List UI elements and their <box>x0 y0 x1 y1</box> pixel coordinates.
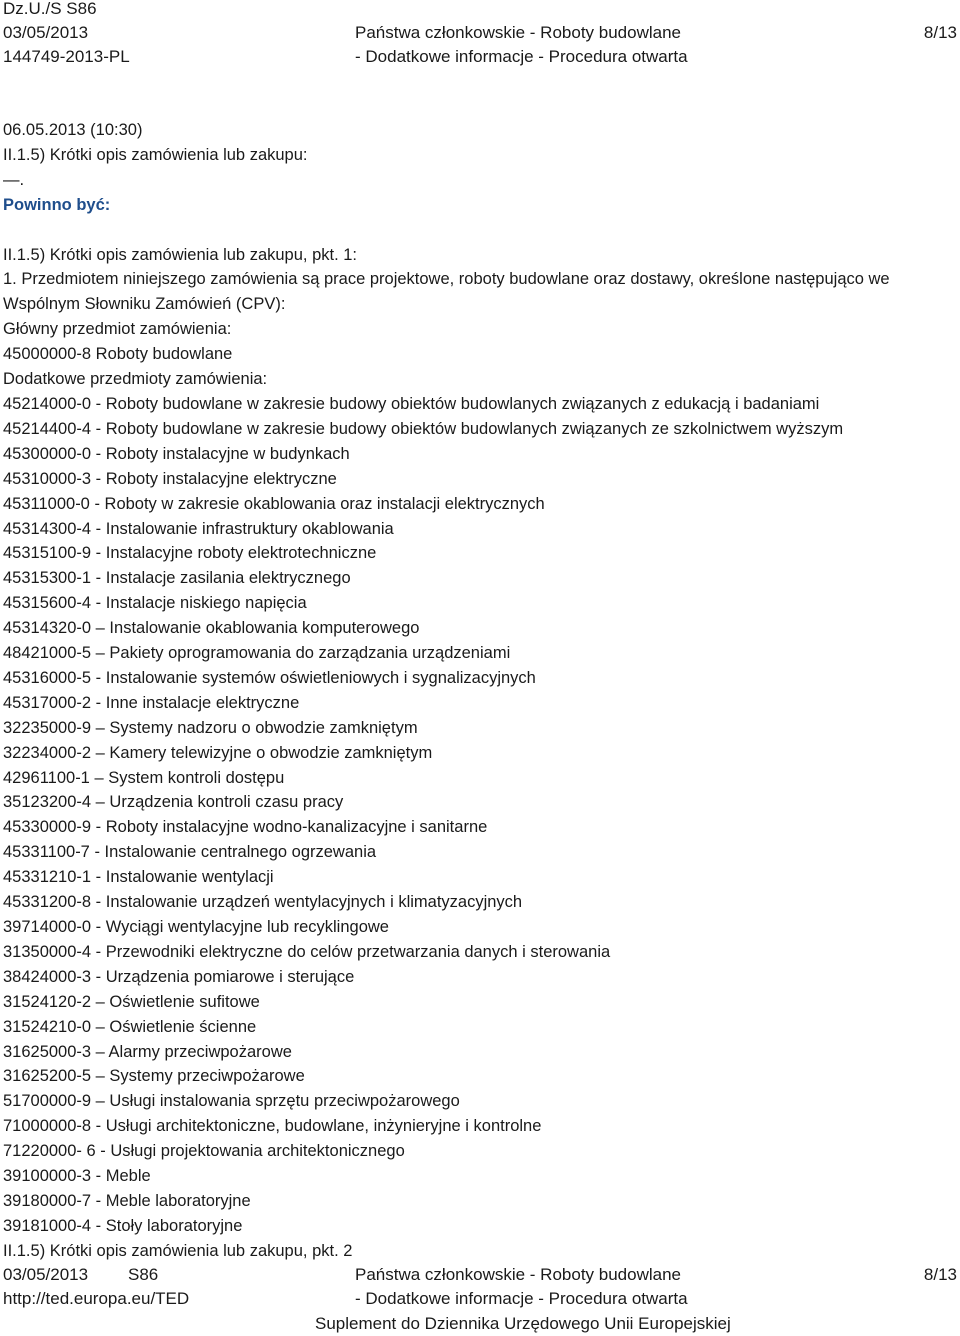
cpv-item: 45314320-0 – Instalowanie okablowania komputerowego <box>3 619 420 638</box>
footer-page-number: 8/13 <box>923 1265 957 1284</box>
cpv-item: 71000000-8 - Usługi architektoniczne, budowlane, inżynieryjne i kontrolne <box>3 1117 542 1136</box>
cpv-item: 45314300-4 - Instalowanie infrastruktury okablowania <box>3 519 394 538</box>
original-value: —. <box>3 170 25 189</box>
cpv-item: 39714000-0 - Wyciągi wentylacyjne lub recyklingowe <box>3 918 389 936</box>
header-page-number: 8/13 <box>923 23 957 42</box>
journal-supplement: Suplement do Dziennika Urzędowego Unii Europejskiej <box>315 1314 731 1333</box>
should-be-label: Powinno być: <box>3 195 111 214</box>
cpv-item: 45315600-4 - Instalacje niskiego napięcia <box>3 594 307 613</box>
main-cpv-code: 45000000-8 Roboty budowlane <box>3 345 233 364</box>
header-procedure: - Dodatkowe informacje - Procedura otwarta <box>355 47 688 66</box>
cpv-item: 35123200-4 – Urządzenia kontroli czasu pracy <box>3 793 344 812</box>
ted-link[interactable]: http://ted.europa.eu/TED <box>3 1289 190 1308</box>
cpv-item: 31524210-0 – Oświetlenie ścienne <box>3 1017 257 1036</box>
section-heading: II.1.5) Krótki opis zamówienia lub zakupu: <box>3 145 308 164</box>
cpv-item: 45315300-1 - Instalacje zasilania elektrycznego <box>3 569 351 588</box>
cpv-item: 42961100-1 – System kontroli dostępu <box>3 768 285 787</box>
header-date: 03/05/2013 <box>3 23 89 42</box>
cpv-list <box>3 392 958 1239</box>
main-subject-label: Główny przedmiot zamówienia: <box>3 320 232 339</box>
cpv-item: 45315100-9 - Instalacyjne roboty elektrotechniczne <box>3 544 377 563</box>
page-footer <box>0 1262 960 1334</box>
cpv-item: 45317000-2 - Inne instalacje elektryczne <box>3 693 300 712</box>
footer-procedure: - Dodatkowe informacje - Procedura otwarta <box>355 1289 688 1308</box>
cpv-item: 45331200-8 - Instalowanie urządzeń wentylacyjnych i klimatyzacyjnych <box>3 893 523 912</box>
cpv-item: 45331210-1 - Instalowanie wentylacji <box>3 868 274 887</box>
header-category: Państwa członkowskie - Roboty budowlane <box>355 23 682 42</box>
cpv-item: 71220000- 6 - Usługi projektowania architektonicznego <box>3 1142 405 1161</box>
sub-heading: II.1.5) Krótki opis zamówienia lub zakupu, pkt. 1: <box>3 245 358 264</box>
closing-heading: II.1.5) Krótki opis zamówienia lub zakupu, pkt. 2 <box>3 1241 353 1260</box>
cpv-item: 32235000-9 – Systemy nadzoru o obwodzie zamkniętym <box>3 718 418 737</box>
cpv-item: 45331100-7 - Instalowanie centralnego ogrzewania <box>3 843 377 862</box>
intro-paragraph: 1. Przedmiotem niniejszego zamówienia są prace projektowe, roboty budowlane oraz dostawy, określone następująco we Wspólnym Słowniku Zamówień (CPV): <box>3 270 890 314</box>
spacer <box>3 218 958 243</box>
journal-reference: Dz.U./S S86 <box>3 0 97 18</box>
cpv-item: 48421000-5 – Pakiety oprogramowania do zarządzania urządzeniami <box>3 644 511 663</box>
footer-series: S86 <box>128 1265 159 1284</box>
cpv-item: 39181000-4 - Stoły laboratoryjne <box>3 1216 243 1235</box>
cpv-item: 31350000-4 - Przewodniki elektryczne do celów przetwarzania danych i sterowania <box>3 942 611 961</box>
page-header <box>0 0 960 70</box>
cpv-item: 45330000-9 - Roboty instalacyjne wodno-kanalizacyjne i sanitarne <box>3 818 488 837</box>
cpv-item: 45214000-0 - Roboty budowlane w zakresie budowy obiektów budowlanych związanych z edukacją i badaniami <box>3 394 820 413</box>
cpv-item: 31625000-3 – Alarmy przeciwpożarowe <box>3 1042 292 1061</box>
notice-body <box>3 118 958 1264</box>
cpv-item: 32234000-2 – Kamery telewizyjne o obwodzie zamkniętym <box>3 743 433 762</box>
notice-number: 144749-2013-PL <box>3 47 130 66</box>
footer-date: 03/05/2013 <box>3 1265 89 1284</box>
notice-date: 06.05.2013 (10:30) <box>3 121 143 139</box>
cpv-item: 45311000-0 - Roboty w zakresie okablowania oraz instalacji elektrycznych <box>3 494 545 513</box>
cpv-item: 45214400-4 - Roboty budowlane w zakresie budowy obiektów budowlanych związanych ze szkolnictwem wyższym <box>3 419 844 438</box>
cpv-item: 45310000-3 - Roboty instalacyjne elektryczne <box>3 469 337 488</box>
cpv-item: 38424000-3 - Urządzenia pomiarowe i sterujące <box>3 967 355 986</box>
additional-subjects-label: Dodatkowe przedmioty zamówienia: <box>3 370 268 389</box>
cpv-item: 39100000-3 - Meble <box>3 1167 151 1186</box>
cpv-item: 31625200-5 – Systemy przeciwpożarowe <box>3 1067 305 1086</box>
footer-category: Państwa członkowskie - Roboty budowlane <box>355 1265 682 1284</box>
cpv-item: 39180000-7 - Meble laboratoryjne <box>3 1191 251 1210</box>
cpv-item: 45316000-5 - Instalowanie systemów oświetleniowych i sygnalizacyjnych <box>3 668 536 687</box>
cpv-item: 51700000-9 – Usługi instalowania sprzętu przeciwpożarowego <box>3 1092 460 1111</box>
cpv-item: 31524120-2 – Oświetlenie sufitowe <box>3 992 260 1011</box>
cpv-item: 45300000-0 - Roboty instalacyjne w budynkach <box>3 444 350 463</box>
